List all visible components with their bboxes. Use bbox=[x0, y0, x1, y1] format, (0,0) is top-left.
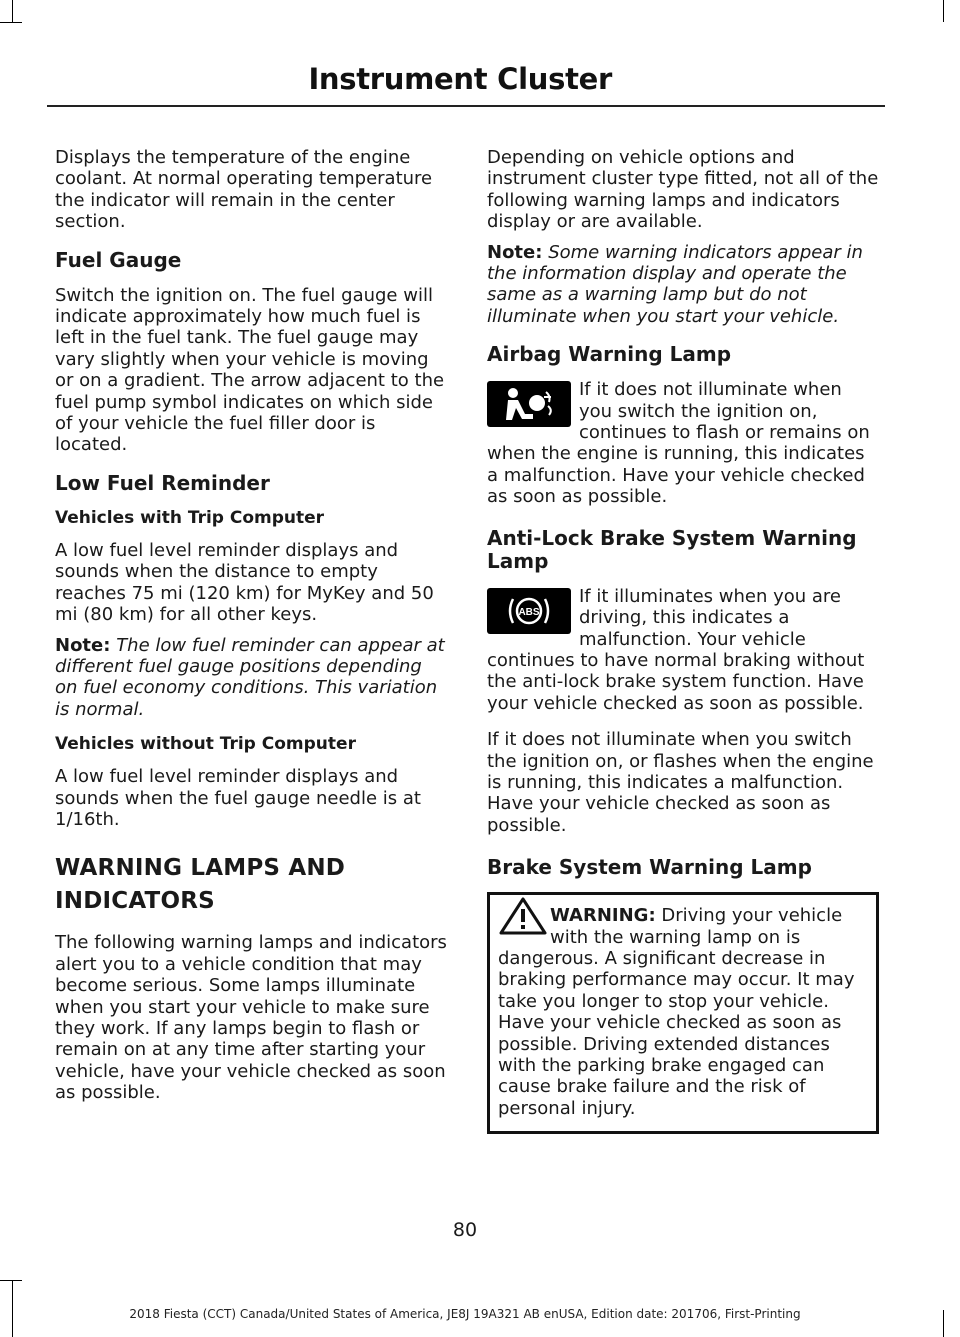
without-trip-paragraph: A low fuel level reminder displays and sounds when the fuel gauge needle is at 1/16th. bbox=[55, 766, 421, 830]
crop-mark bbox=[0, 1280, 22, 1281]
warning-triangle-icon bbox=[498, 897, 548, 935]
airbag-heading: Airbag Warning Lamp bbox=[487, 342, 732, 367]
warning-lamps-heading bbox=[55, 852, 447, 918]
warning-lamps-heading-line2: INDICATORS bbox=[55, 888, 215, 915]
page-number: 80 bbox=[452, 1219, 478, 1241]
warning-lamps-paragraph: The following warning lamps and indicators alert you to a vehicle condition that may become serious. Some lamps illuminate when you start your vehicle to make sure they work. If any lamps begin to flash or remain on at any time after starting your vehicle, have your vehicle checked as soon as possible. bbox=[55, 932, 447, 1104]
indicators-note bbox=[487, 242, 879, 328]
header-rule bbox=[47, 105, 885, 107]
note-label: Note: bbox=[55, 634, 111, 656]
fuel-gauge-heading: Fuel Gauge bbox=[55, 247, 182, 272]
crop-mark bbox=[0, 22, 22, 23]
coolant-paragraph: Displays the temperature of the engine coolant. At normal operating temperature the indicator will remain in the center section. bbox=[55, 147, 433, 233]
warning-lamps-heading-line1: WARNING LAMPS AND bbox=[55, 855, 346, 882]
airbag-section bbox=[487, 379, 879, 516]
right-column bbox=[487, 147, 879, 1134]
footer-edition-info: 2018 Fiesta (CCT) Canada/United States of America, JE8J 19A321 AB enUSA, Edition date: 201706, First-Printing bbox=[129, 1307, 801, 1321]
brake-warning-box bbox=[487, 892, 879, 1134]
note-text: Some warning indicators appear in the information display and operate the same as a warning lamp but do not illuminate when you start your vehicle. bbox=[487, 241, 863, 327]
abs-warning-icon bbox=[487, 588, 571, 634]
abs-heading: Anti-Lock Brake System Warning Lamp bbox=[487, 525, 857, 573]
warning-text: Driving your vehicle with the warning lamp on is dangerous. A significant decrease in braking performance may occur. It may take you longer to stop your vehicle. Have your vehicle checked as soon as possible. Driving extended distances with the parking brake engaged can cause brake failure and the risk of personal injury. bbox=[498, 905, 855, 1119]
brake-heading: Brake System Warning Lamp bbox=[487, 855, 812, 880]
depending-paragraph: Depending on vehicle options and instrument cluster type fitted, not all of the following warning lamps and indicators display or are available. bbox=[487, 147, 879, 233]
page-title: Instrument Cluster bbox=[308, 62, 612, 96]
crop-mark bbox=[943, 0, 944, 22]
left-column bbox=[55, 147, 447, 1113]
abs-paragraph-1: If it illuminates when you are driving, this indicates a malfunction. Your vehicle continues to have normal braking without the anti-lock brake system function. Have your vehicle checked as soon as possible. bbox=[487, 585, 865, 714]
airbag-warning-icon bbox=[487, 381, 571, 427]
with-trip-paragraph: A low fuel level reminder displays and sounds when the distance to empty reaches 75 mi (120 km) for MyKey and 50 mi (80 km) for all other keys. bbox=[55, 539, 434, 626]
fuel-gauge-paragraph: Switch the ignition on. The fuel gauge will indicate approximately how much fuel is left in the fuel tank. The fuel gauge may vary slightly when your vehicle is moving or on a gradient. The arrow adjacent to the fuel pump symbol indicates on which side of your vehicle the fuel filler door is located. bbox=[55, 284, 445, 456]
crop-mark bbox=[12, 0, 13, 22]
crop-mark bbox=[943, 1310, 944, 1337]
abs-paragraph-2: If it does not illuminate when you switch the ignition on, or flashes when the engine is running, this indicates a malfunction. Have your vehicle checked as soon as possible. bbox=[487, 729, 874, 836]
airbag-paragraph: If it does not illuminate when you switch the ignition on, continues to flash or remains on when the engine is running, this indicates a malfunction. Have your vehicle checked as soon as possible. bbox=[487, 379, 870, 508]
with-trip-heading: Vehicles with Trip Computer bbox=[55, 507, 325, 528]
note-label: Note: bbox=[487, 241, 543, 263]
abs-icon-text: ABS bbox=[518, 606, 540, 618]
low-fuel-heading: Low Fuel Reminder bbox=[55, 470, 270, 495]
abs-section bbox=[487, 586, 879, 723]
without-trip-heading: Vehicles without Trip Computer bbox=[55, 734, 356, 755]
low-fuel-note bbox=[55, 635, 447, 721]
warning-label: WARNING: bbox=[550, 905, 656, 927]
note-text: The low fuel reminder can appear at different fuel gauge positions depending on fuel economy conditions. This variation is normal. bbox=[55, 634, 445, 720]
